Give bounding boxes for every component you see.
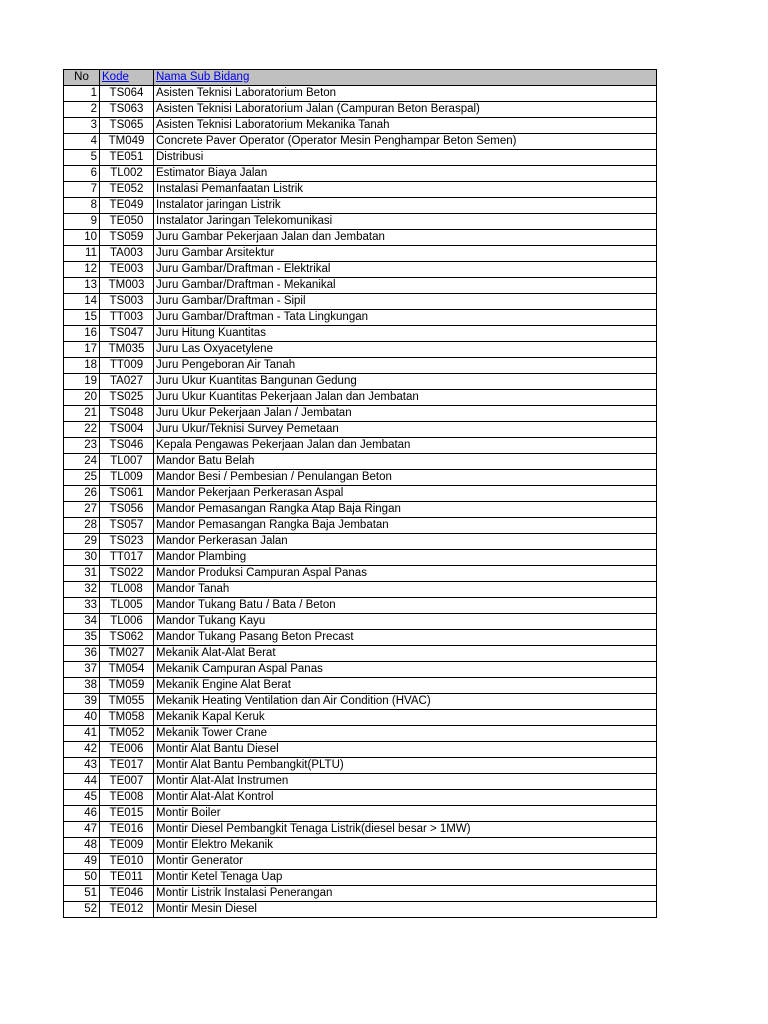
table-row bbox=[64, 646, 657, 662]
table-row bbox=[64, 454, 657, 470]
row-code-cell: TT009 bbox=[100, 358, 154, 374]
table-row bbox=[64, 486, 657, 502]
table-row bbox=[64, 118, 657, 134]
row-name-cell: Montir Diesel Pembangkit Tenaga Listrik(diesel besar > 1MW) bbox=[154, 822, 657, 838]
row-code-cell: TE011 bbox=[100, 870, 154, 886]
header-code-link[interactable]: Kode bbox=[102, 71, 129, 83]
row-name-cell: Mekanik Tower Crane bbox=[154, 726, 657, 742]
row-no-cell: 12 bbox=[64, 262, 100, 278]
row-name-cell: Juru Ukur Kuantitas Pekerjaan Jalan dan Jembatan bbox=[154, 390, 657, 406]
row-code-cell: TL002 bbox=[100, 166, 154, 182]
row-code-cell: TA027 bbox=[100, 374, 154, 390]
row-name-cell: Mandor Tukang Kayu bbox=[154, 614, 657, 630]
row-name-cell: Mandor Tukang Pasang Beton Precast bbox=[154, 630, 657, 646]
row-name-cell: Asisten Teknisi Laboratorium Mekanika Tanah bbox=[154, 118, 657, 134]
row-code-cell: TS023 bbox=[100, 534, 154, 550]
row-name-cell: Montir Alat Bantu Pembangkit(PLTU) bbox=[154, 758, 657, 774]
table-row bbox=[64, 294, 657, 310]
table-row bbox=[64, 262, 657, 278]
row-name-cell: Concrete Paver Operator (Operator Mesin Penghampar Beton Semen) bbox=[154, 134, 657, 150]
row-code-cell: TS059 bbox=[100, 230, 154, 246]
row-code-cell: TL007 bbox=[100, 454, 154, 470]
row-no-cell: 19 bbox=[64, 374, 100, 390]
row-no-cell: 47 bbox=[64, 822, 100, 838]
row-no-cell: 7 bbox=[64, 182, 100, 198]
row-name-cell: Juru Ukur Kuantitas Bangunan Gedung bbox=[154, 374, 657, 390]
row-no-cell: 27 bbox=[64, 502, 100, 518]
table-row bbox=[64, 470, 657, 486]
row-no-cell: 4 bbox=[64, 134, 100, 150]
row-no-cell: 36 bbox=[64, 646, 100, 662]
table-row bbox=[64, 854, 657, 870]
row-code-cell: TS062 bbox=[100, 630, 154, 646]
table-row bbox=[64, 694, 657, 710]
table-row bbox=[64, 726, 657, 742]
row-no-cell: 40 bbox=[64, 710, 100, 726]
table-row bbox=[64, 422, 657, 438]
row-name-cell: Estimator Biaya Jalan bbox=[154, 166, 657, 182]
row-name-cell: Montir Alat-Alat Instrumen bbox=[154, 774, 657, 790]
table-row bbox=[64, 438, 657, 454]
row-code-cell: TM003 bbox=[100, 278, 154, 294]
row-code-cell: TT003 bbox=[100, 310, 154, 326]
row-no-cell: 45 bbox=[64, 790, 100, 806]
row-no-cell: 11 bbox=[64, 246, 100, 262]
row-name-cell: Mandor Pekerjaan Perkerasan Aspal bbox=[154, 486, 657, 502]
table-row bbox=[64, 518, 657, 534]
table-row bbox=[64, 566, 657, 582]
table-row bbox=[64, 102, 657, 118]
table-row bbox=[64, 598, 657, 614]
table-row bbox=[64, 326, 657, 342]
table-row bbox=[64, 790, 657, 806]
row-name-cell: Asisten Teknisi Laboratorium Jalan (Campuran Beton Beraspal) bbox=[154, 102, 657, 118]
row-name-cell: Kepala Pengawas Pekerjaan Jalan dan Jembatan bbox=[154, 438, 657, 454]
header-code bbox=[100, 70, 154, 86]
table-row bbox=[64, 886, 657, 902]
row-name-cell: Mandor Batu Belah bbox=[154, 454, 657, 470]
table-row bbox=[64, 582, 657, 598]
row-code-cell: TE017 bbox=[100, 758, 154, 774]
row-no-cell: 18 bbox=[64, 358, 100, 374]
table-row bbox=[64, 390, 657, 406]
header-row bbox=[64, 70, 657, 86]
row-no-cell: 42 bbox=[64, 742, 100, 758]
table-row bbox=[64, 630, 657, 646]
row-no-cell: 5 bbox=[64, 150, 100, 166]
row-code-cell: TS003 bbox=[100, 294, 154, 310]
row-name-cell: Juru Ukur Pekerjaan Jalan / Jembatan bbox=[154, 406, 657, 422]
table-row bbox=[64, 838, 657, 854]
row-no-cell: 37 bbox=[64, 662, 100, 678]
row-code-cell: TE007 bbox=[100, 774, 154, 790]
row-no-cell: 50 bbox=[64, 870, 100, 886]
table-row bbox=[64, 214, 657, 230]
table-row bbox=[64, 662, 657, 678]
row-no-cell: 9 bbox=[64, 214, 100, 230]
row-code-cell: TE010 bbox=[100, 854, 154, 870]
row-code-cell: TS065 bbox=[100, 118, 154, 134]
row-no-cell: 41 bbox=[64, 726, 100, 742]
row-name-cell: Mandor Tanah bbox=[154, 582, 657, 598]
row-no-cell: 49 bbox=[64, 854, 100, 870]
row-name-cell: Distribusi bbox=[154, 150, 657, 166]
row-no-cell: 14 bbox=[64, 294, 100, 310]
row-no-cell: 26 bbox=[64, 486, 100, 502]
row-no-cell: 30 bbox=[64, 550, 100, 566]
row-no-cell: 28 bbox=[64, 518, 100, 534]
table-row bbox=[64, 614, 657, 630]
row-code-cell: TL009 bbox=[100, 470, 154, 486]
row-code-cell: TS064 bbox=[100, 86, 154, 102]
row-code-cell: TE052 bbox=[100, 182, 154, 198]
sub-bidang-table bbox=[63, 69, 657, 918]
row-code-cell: TE003 bbox=[100, 262, 154, 278]
row-no-cell: 1 bbox=[64, 86, 100, 102]
row-no-cell: 6 bbox=[64, 166, 100, 182]
row-no-cell: 29 bbox=[64, 534, 100, 550]
row-no-cell: 17 bbox=[64, 342, 100, 358]
table-row bbox=[64, 822, 657, 838]
table-row bbox=[64, 358, 657, 374]
row-code-cell: TS056 bbox=[100, 502, 154, 518]
table-row bbox=[64, 406, 657, 422]
table-row bbox=[64, 374, 657, 390]
table-row bbox=[64, 134, 657, 150]
table-row bbox=[64, 742, 657, 758]
row-no-cell: 32 bbox=[64, 582, 100, 598]
row-code-cell: TS004 bbox=[100, 422, 154, 438]
row-code-cell: TS025 bbox=[100, 390, 154, 406]
row-name-cell: Mekanik Kapal Keruk bbox=[154, 710, 657, 726]
row-no-cell: 39 bbox=[64, 694, 100, 710]
row-code-cell: TM059 bbox=[100, 678, 154, 694]
table-row bbox=[64, 166, 657, 182]
row-no-cell: 3 bbox=[64, 118, 100, 134]
row-no-cell: 46 bbox=[64, 806, 100, 822]
row-no-cell: 33 bbox=[64, 598, 100, 614]
table-row bbox=[64, 774, 657, 790]
table-row bbox=[64, 502, 657, 518]
row-name-cell: Mandor Pemasangan Rangka Atap Baja Ringan bbox=[154, 502, 657, 518]
row-name-cell: Mandor Tukang Batu / Bata / Beton bbox=[154, 598, 657, 614]
header-no: No bbox=[64, 70, 100, 86]
row-no-cell: 43 bbox=[64, 758, 100, 774]
row-no-cell: 15 bbox=[64, 310, 100, 326]
row-name-cell: Montir Boiler bbox=[154, 806, 657, 822]
row-no-cell: 31 bbox=[64, 566, 100, 582]
row-code-cell: TE050 bbox=[100, 214, 154, 230]
row-name-cell: Instalator Jaringan Telekomunikasi bbox=[154, 214, 657, 230]
table-row bbox=[64, 870, 657, 886]
row-no-cell: 10 bbox=[64, 230, 100, 246]
row-code-cell: TE049 bbox=[100, 198, 154, 214]
row-code-cell: TM054 bbox=[100, 662, 154, 678]
row-name-cell: Juru Gambar/Draftman - Sipil bbox=[154, 294, 657, 310]
row-code-cell: TE051 bbox=[100, 150, 154, 166]
row-no-cell: 13 bbox=[64, 278, 100, 294]
table-row bbox=[64, 278, 657, 294]
row-code-cell: TE008 bbox=[100, 790, 154, 806]
table-row bbox=[64, 534, 657, 550]
table-row bbox=[64, 182, 657, 198]
row-no-cell: 16 bbox=[64, 326, 100, 342]
row-code-cell: TS057 bbox=[100, 518, 154, 534]
row-no-cell: 35 bbox=[64, 630, 100, 646]
row-name-cell: Montir Alat-Alat Kontrol bbox=[154, 790, 657, 806]
row-no-cell: 2 bbox=[64, 102, 100, 118]
row-name-cell: Mandor Produksi Campuran Aspal Panas bbox=[154, 566, 657, 582]
row-name-cell: Juru Ukur/Teknisi Survey Pemetaan bbox=[154, 422, 657, 438]
table-row bbox=[64, 806, 657, 822]
row-name-cell: Juru Gambar/Draftman - Elektrikal bbox=[154, 262, 657, 278]
row-code-cell: TM027 bbox=[100, 646, 154, 662]
row-no-cell: 38 bbox=[64, 678, 100, 694]
row-no-cell: 25 bbox=[64, 470, 100, 486]
row-name-cell: Mekanik Engine Alat Berat bbox=[154, 678, 657, 694]
row-code-cell: TE015 bbox=[100, 806, 154, 822]
header-name bbox=[154, 70, 657, 86]
row-no-cell: 51 bbox=[64, 886, 100, 902]
row-code-cell: TS063 bbox=[100, 102, 154, 118]
table-row bbox=[64, 150, 657, 166]
row-code-cell: TT017 bbox=[100, 550, 154, 566]
row-code-cell: TS061 bbox=[100, 486, 154, 502]
row-no-cell: 48 bbox=[64, 838, 100, 854]
row-no-cell: 8 bbox=[64, 198, 100, 214]
row-no-cell: 21 bbox=[64, 406, 100, 422]
row-name-cell: Montir Listrik Instalasi Penerangan bbox=[154, 886, 657, 902]
row-no-cell: 20 bbox=[64, 390, 100, 406]
row-name-cell: Montir Alat Bantu Diesel bbox=[154, 742, 657, 758]
table-row bbox=[64, 902, 657, 918]
row-code-cell: TS048 bbox=[100, 406, 154, 422]
row-name-cell: Mekanik Heating Ventilation dan Air Condition (HVAC) bbox=[154, 694, 657, 710]
row-name-cell: Juru Las Oxyacetylene bbox=[154, 342, 657, 358]
row-code-cell: TS047 bbox=[100, 326, 154, 342]
row-code-cell: TL005 bbox=[100, 598, 154, 614]
row-code-cell: TM052 bbox=[100, 726, 154, 742]
row-no-cell: 22 bbox=[64, 422, 100, 438]
row-name-cell: Juru Gambar Pekerjaan Jalan dan Jembatan bbox=[154, 230, 657, 246]
row-name-cell: Juru Gambar Arsitektur bbox=[154, 246, 657, 262]
row-code-cell: TA003 bbox=[100, 246, 154, 262]
row-no-cell: 52 bbox=[64, 902, 100, 918]
row-name-cell: Mekanik Campuran Aspal Panas bbox=[154, 662, 657, 678]
header-name-link[interactable]: Nama Sub Bidang bbox=[156, 71, 250, 83]
row-name-cell: Juru Gambar/Draftman - Tata Lingkungan bbox=[154, 310, 657, 326]
row-name-cell: Mandor Perkerasan Jalan bbox=[154, 534, 657, 550]
table-row bbox=[64, 678, 657, 694]
row-name-cell: Juru Pengeboran Air Tanah bbox=[154, 358, 657, 374]
table-row bbox=[64, 230, 657, 246]
row-name-cell: Mandor Plambing bbox=[154, 550, 657, 566]
row-no-cell: 24 bbox=[64, 454, 100, 470]
row-name-cell: Montir Mesin Diesel bbox=[154, 902, 657, 918]
table-row bbox=[64, 310, 657, 326]
table-header bbox=[64, 70, 657, 86]
row-no-cell: 34 bbox=[64, 614, 100, 630]
row-code-cell: TS022 bbox=[100, 566, 154, 582]
table-row bbox=[64, 342, 657, 358]
row-name-cell: Instalator jaringan Listrik bbox=[154, 198, 657, 214]
table-row bbox=[64, 758, 657, 774]
row-code-cell: TM058 bbox=[100, 710, 154, 726]
row-name-cell: Instalasi Pemanfaatan Listrik bbox=[154, 182, 657, 198]
row-name-cell: Montir Elektro Mekanik bbox=[154, 838, 657, 854]
row-code-cell: TE012 bbox=[100, 902, 154, 918]
table-row bbox=[64, 86, 657, 102]
row-code-cell: TM035 bbox=[100, 342, 154, 358]
row-code-cell: TE046 bbox=[100, 886, 154, 902]
row-name-cell: Mandor Pemasangan Rangka Baja Jembatan bbox=[154, 518, 657, 534]
table-body bbox=[64, 86, 657, 918]
row-name-cell: Asisten Teknisi Laboratorium Beton bbox=[154, 86, 657, 102]
row-code-cell: TL006 bbox=[100, 614, 154, 630]
row-code-cell: TM049 bbox=[100, 134, 154, 150]
row-code-cell: TL008 bbox=[100, 582, 154, 598]
row-name-cell: Juru Hitung Kuantitas bbox=[154, 326, 657, 342]
table-row bbox=[64, 550, 657, 566]
row-code-cell: TM055 bbox=[100, 694, 154, 710]
row-name-cell: Mandor Besi / Pembesian / Penulangan Beton bbox=[154, 470, 657, 486]
row-no-cell: 23 bbox=[64, 438, 100, 454]
row-code-cell: TE016 bbox=[100, 822, 154, 838]
table-row bbox=[64, 198, 657, 214]
row-name-cell: Mekanik Alat-Alat Berat bbox=[154, 646, 657, 662]
row-code-cell: TS046 bbox=[100, 438, 154, 454]
table-row bbox=[64, 710, 657, 726]
row-code-cell: TE009 bbox=[100, 838, 154, 854]
row-name-cell: Juru Gambar/Draftman - Mekanikal bbox=[154, 278, 657, 294]
row-no-cell: 44 bbox=[64, 774, 100, 790]
row-name-cell: Montir Ketel Tenaga Uap bbox=[154, 870, 657, 886]
row-code-cell: TE006 bbox=[100, 742, 154, 758]
row-name-cell: Montir Generator bbox=[154, 854, 657, 870]
table-row bbox=[64, 246, 657, 262]
